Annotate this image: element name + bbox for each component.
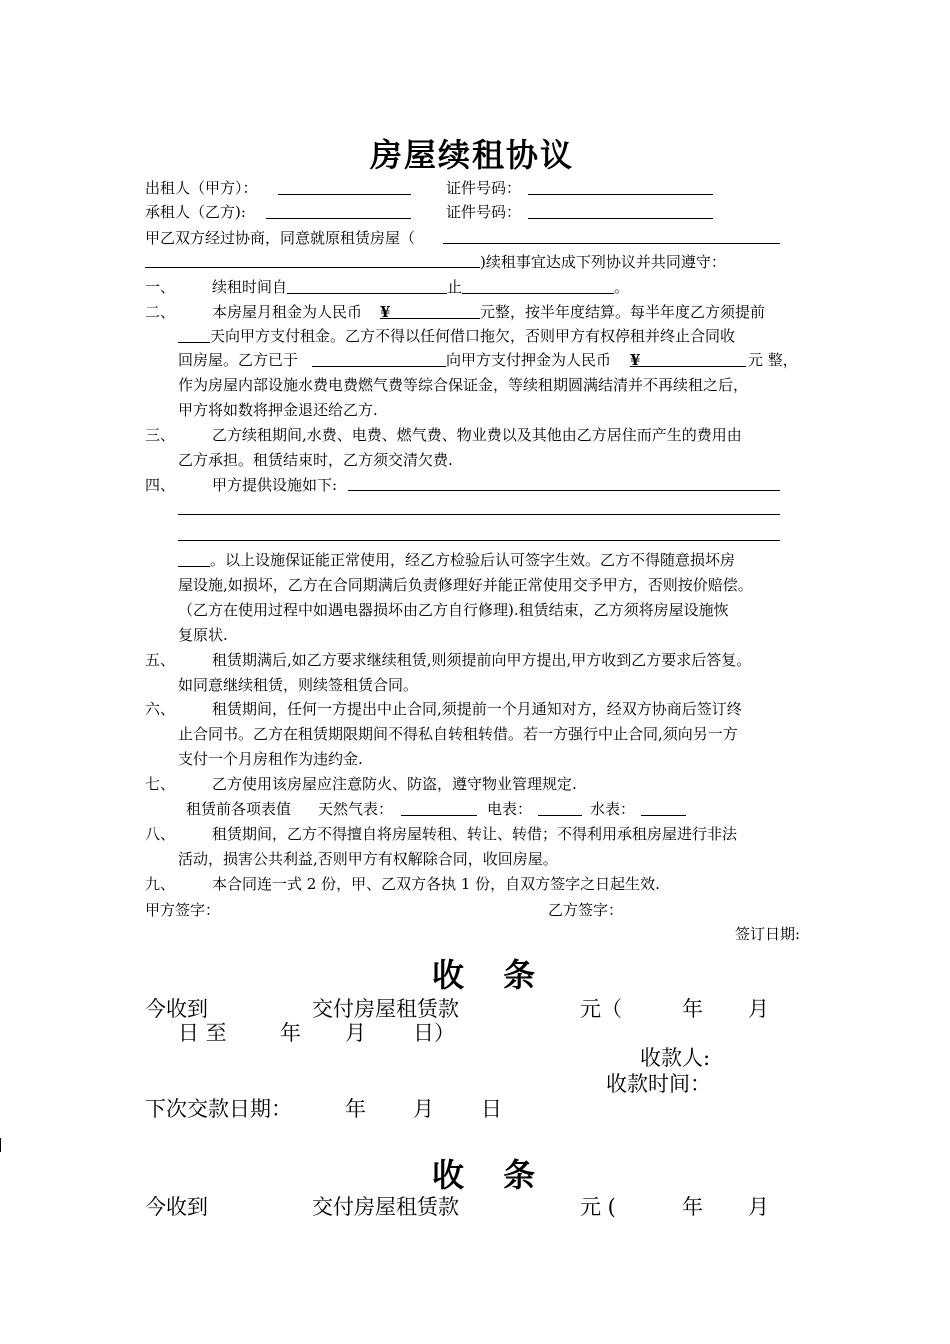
receipt-2-payment-label: 交付房屋租赁款 bbox=[312, 1195, 459, 1219]
lessee-name-blank[interactable] bbox=[266, 218, 411, 219]
receipt-1-payee-label: 收款人: bbox=[640, 1046, 711, 1070]
lessor-id-blank[interactable] bbox=[528, 194, 713, 195]
next-payment-year: 年 bbox=[345, 1097, 366, 1121]
lessee-label: 承租人（乙方): bbox=[145, 203, 246, 221]
deposit-amount-blank[interactable] bbox=[630, 366, 746, 367]
intro-line-2: )续租事宜达成下列协议并共同遵守： bbox=[480, 253, 726, 271]
receipt-1-month-2: 月 bbox=[345, 1021, 366, 1045]
receipt-1-day-close: 日） bbox=[413, 1021, 455, 1045]
document-title: 房屋续租协议 bbox=[370, 136, 575, 174]
clause-6-line-2: 止合同书。乙方在租赁期限期间不得私自转租转借。若一方强行中止合同,须向另一方 bbox=[178, 725, 738, 743]
clause-5-line-2: 如同意继续租赁，则续签租赁合同。 bbox=[178, 676, 419, 694]
lessor-id-label: 证件号码： bbox=[446, 179, 522, 197]
clause-2-line-3c: 元 整， bbox=[748, 351, 798, 369]
clause-2-line-1b: 元整，按半年度结算。每半年度乙方须提前 bbox=[480, 303, 766, 321]
party-b-signature-label: 乙方签字： bbox=[548, 901, 624, 919]
receipt-1-yuan: 元（ bbox=[580, 997, 622, 1021]
advance-days-blank[interactable] bbox=[178, 342, 210, 343]
property-address-blank-1[interactable] bbox=[443, 243, 780, 244]
clause-3-line-1: 乙方续租期间,水费、电费、燃气费、物业费以及其他由乙方居住而产生的费用由 bbox=[212, 426, 742, 444]
receipt-2-year: 年 bbox=[682, 1195, 703, 1219]
water-meter-blank[interactable] bbox=[641, 815, 686, 816]
clause-6-line-1: 租赁期间，任何一方提出中止合同,须提前一个月通知对方，经双方协商后签订终 bbox=[212, 700, 742, 718]
receipt-1-month: 月 bbox=[748, 997, 769, 1021]
next-payment-month: 月 bbox=[413, 1097, 434, 1121]
clause-3-number: 三、 bbox=[145, 426, 176, 444]
clause-4-line-5: 复原状. bbox=[178, 626, 228, 644]
clause-2-line-4: 作为房屋内部设施水费电费燃气费等综合保证金，等续租期圆满结清并不再续租之后， bbox=[178, 376, 749, 394]
next-payment-label: 下次交款日期： bbox=[145, 1097, 292, 1121]
clause-1-text-a: 续租时间自 bbox=[212, 278, 288, 296]
clause-6-line-3: 支付一个月房租作为违约金. bbox=[178, 750, 363, 768]
clause-8-line-2: 活动，损害公共利益,否则甲方有权解除合同，收回房屋。 bbox=[178, 850, 558, 868]
clause-9-line-1: 本合同连一式 2 份，甲、乙双方各执 1 份，自双方签字之日起生效. bbox=[212, 875, 660, 893]
renewal-start-blank[interactable] bbox=[287, 293, 447, 294]
clause-7-line-1: 乙方使用该房屋应注意防火、防盗，遵守物业管理规定. bbox=[212, 775, 577, 793]
clause-2-line-1a: 本房屋月租金为人民币 bbox=[212, 303, 363, 321]
intro-line-1: 甲乙双方经过协商，同意就原租赁房屋（ bbox=[145, 229, 416, 247]
facilities-blank-1[interactable] bbox=[348, 490, 780, 491]
margin-mark bbox=[0, 1138, 1, 1152]
gas-meter-blank[interactable] bbox=[401, 815, 477, 816]
receipt-1-year-2: 年 bbox=[280, 1021, 301, 1045]
yen-symbol-2: ¥ bbox=[630, 351, 641, 369]
party-a-signature-label: 甲方签字： bbox=[145, 901, 221, 919]
signing-date-label: 签订日期: bbox=[735, 925, 801, 943]
water-meter-label: 水表： bbox=[590, 800, 636, 818]
monthly-rent-blank[interactable] bbox=[380, 318, 480, 319]
clause-1-number: 一、 bbox=[145, 278, 176, 296]
receipt-2-yuan: 元 ( bbox=[580, 1195, 616, 1219]
facilities-blank-2[interactable] bbox=[178, 514, 780, 515]
receipt-1-received-label: 今收到 bbox=[145, 997, 208, 1021]
clause-2-line-3a: 回房屋。乙方已于 bbox=[178, 351, 299, 369]
clause-5-number: 五、 bbox=[145, 651, 176, 669]
yen-symbol: ¥ bbox=[380, 303, 391, 321]
receipt-1-day-from: 日 至 bbox=[178, 1021, 227, 1045]
clause-8-number: 八、 bbox=[145, 825, 176, 843]
gas-meter-label: 天然气表： bbox=[318, 800, 394, 818]
clause-4-line-4: （乙方在使用过程中如遇电器损坏由乙方自行修理).租赁结束，乙方须将房屋设施恢 bbox=[178, 601, 729, 619]
facilities-blank-4[interactable] bbox=[178, 566, 210, 567]
lessor-label: 出租人（甲方）： bbox=[145, 179, 258, 197]
receipt-2-title: 收 条 bbox=[432, 1156, 550, 1194]
clause-3-line-2: 乙方承担。租赁结束时，乙方须交清欠费. bbox=[178, 451, 453, 469]
deposit-date-blank[interactable] bbox=[312, 366, 446, 367]
clause-4-line-3: 屋设施,如损坏，乙方在合同期满后负责修理好并能正常使用交予甲方，否则按价赔偿。 bbox=[178, 576, 753, 594]
clause-2-line-2: 天向甲方支付租金。乙方不得以任何借口拖欠，否则甲方有权停租并终止合同收 bbox=[210, 327, 736, 345]
clause-2-number: 二、 bbox=[145, 303, 176, 321]
clause-4-line-2: 。以上设施保证能正常使用，经乙方检验后认可签字生效。乙方不得随意损坏房 bbox=[210, 551, 736, 569]
clause-4-number: 四、 bbox=[145, 476, 176, 494]
clause-2-line-3b: 向甲方支付押金为人民币 bbox=[446, 351, 612, 369]
next-payment-day: 日 bbox=[481, 1097, 502, 1121]
electric-meter-label: 电表： bbox=[487, 800, 533, 818]
clause-8-line-1: 租赁期间，乙方不得擅自将房屋转租、转让、转借；不得利用承租房屋进行非法 bbox=[212, 825, 738, 843]
clause-9-number: 九、 bbox=[145, 875, 176, 893]
receipt-1-year: 年 bbox=[682, 997, 703, 1021]
receipt-2-received-label: 今收到 bbox=[145, 1195, 208, 1219]
clause-2-line-5: 甲方将如数将押金退还给乙方. bbox=[178, 401, 378, 419]
clause-1-text-c: 。 bbox=[614, 278, 630, 296]
receipt-1-payment-label: 交付房屋租赁款 bbox=[312, 997, 459, 1021]
clause-6-number: 六、 bbox=[145, 700, 176, 718]
lessee-id-label: 证件号码： bbox=[446, 203, 522, 221]
lessee-id-blank[interactable] bbox=[528, 218, 713, 219]
clause-7-number: 七、 bbox=[145, 775, 176, 793]
electric-meter-blank[interactable] bbox=[538, 815, 582, 816]
property-address-blank-2[interactable] bbox=[145, 267, 480, 268]
clause-1-text-b: 止 bbox=[447, 278, 463, 296]
clause-5-line-1: 租赁期满后,如乙方要求继续租赁,则须提前向甲方提出,甲方收到乙方要求后答复。 bbox=[212, 651, 752, 669]
lessor-name-blank[interactable] bbox=[278, 194, 411, 195]
receipt-1-title: 收 条 bbox=[432, 956, 550, 994]
receipt-1-time-label: 收款时间： bbox=[606, 1072, 711, 1096]
meter-readings-label: 租赁前各项表值 bbox=[186, 800, 292, 818]
facilities-blank-3[interactable] bbox=[178, 540, 780, 541]
clause-4-line-1: 甲方提供设施如下: bbox=[212, 476, 338, 494]
receipt-2-month: 月 bbox=[748, 1195, 769, 1219]
renewal-end-blank[interactable] bbox=[462, 293, 614, 294]
